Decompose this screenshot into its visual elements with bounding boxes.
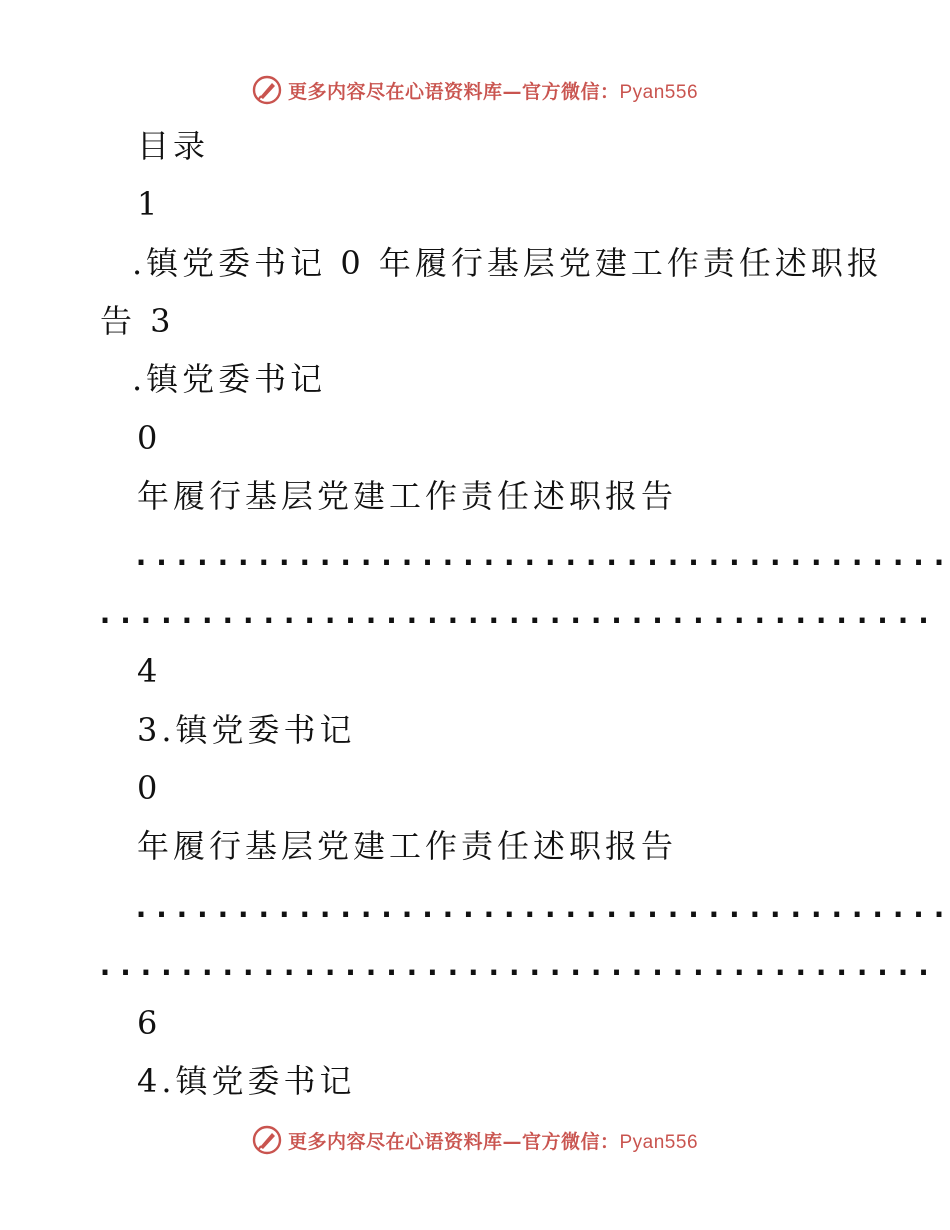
- toc-title: 目录: [137, 127, 210, 165]
- banner-text: 更多内容尽在心语资料库—官方微信：Pyan556: [287, 80, 699, 103]
- toc-line: 告 3: [100, 302, 175, 340]
- toc-leader-dots: ........................................: [132, 538, 950, 573]
- banner-text: 更多内容尽在心语资料库—官方微信：Pyan556: [287, 1130, 699, 1153]
- toc-leader-dots: .........................................: [96, 596, 935, 631]
- footer-banner: [0, 1120, 950, 1160]
- toc-page-number: 6: [137, 1004, 162, 1042]
- toc-line: 0: [137, 419, 162, 457]
- toc-line: 年履行基层党建工作责任述职报告: [137, 827, 678, 865]
- toc-line: .镇党委书记 0 年履行基层党建工作责任述职报: [132, 244, 883, 282]
- toc-leader-dots: ........................................: [132, 890, 950, 925]
- toc-line: 年履行基层党建工作责任述职报告: [137, 477, 678, 515]
- toc-line: 1: [137, 185, 162, 223]
- toc-line: 0: [137, 769, 162, 807]
- wechat-id: Pyan556: [619, 1131, 699, 1153]
- toc-line: .镇党委书记: [132, 360, 327, 398]
- toc-line: 3.镇党委书记: [137, 711, 356, 749]
- quill-logo-icon: [252, 75, 282, 105]
- toc-leader-dots: .........................................: [96, 948, 935, 983]
- toc-page-number: 4: [137, 652, 162, 690]
- quill-logo-icon: [252, 1125, 282, 1155]
- header-banner: [0, 70, 950, 110]
- toc-line: 4.镇党委书记: [137, 1062, 356, 1100]
- wechat-id: Pyan556: [619, 81, 699, 103]
